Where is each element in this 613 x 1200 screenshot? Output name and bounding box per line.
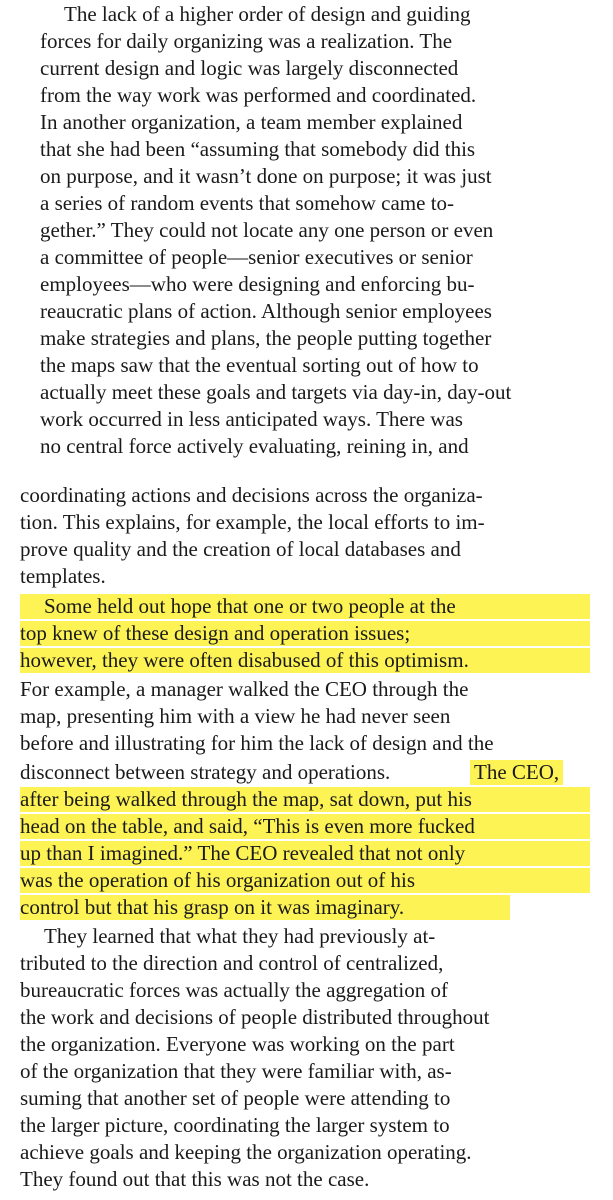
highlighted-phrase: The CEO, — [470, 760, 563, 785]
text-line: prove quality and the creation of local databases and — [20, 537, 461, 561]
highlighted-line: top knew of these design and operation issues; — [20, 621, 590, 646]
text-line: They found out that this was not the case. — [20, 1167, 370, 1191]
text-line: forces for daily organizing was a realization. The — [40, 29, 453, 53]
text-line: the maps saw that the eventual sorting out of how to — [40, 353, 479, 377]
text-line: For example, a manager walked the CEO through the — [20, 677, 469, 701]
highlighted-line: however, they were often disabused of this optimism. — [20, 648, 590, 673]
text-line: work occurred in less anticipated ways. There was — [40, 407, 463, 431]
text-line: the larger picture, coordinating the larger system to — [20, 1113, 450, 1137]
highlighted-line: head on the table, and said, “This is even more fucked — [20, 814, 590, 839]
text-line: They learned that what they had previously at- — [44, 924, 436, 948]
text-line: make strategies and plans, the people putting together — [40, 326, 492, 350]
text-line: current design and logic was largely disconnected — [40, 56, 459, 80]
text-line: on purpose, and it wasn’t done on purpose; it was just — [40, 164, 492, 188]
text-line: that she had been “assuming that somebody did this — [40, 137, 476, 161]
text-line: a committee of people—senior executives or senior — [40, 245, 473, 269]
text-line: templates. — [20, 564, 106, 588]
text-line: tributed to the direction and control of centralized, — [20, 951, 444, 975]
text-line: achieve goals and keeping the organization operating. — [20, 1140, 472, 1164]
text-line: the organization. Everyone was working on the part — [20, 1032, 455, 1056]
text-line: suming that another set of people were attending to — [20, 1086, 451, 1110]
text-line: before and illustrating for him the lack of design and the — [20, 731, 494, 755]
text-line: reaucratic plans of action. Although senior employees — [40, 299, 492, 323]
text-line: coordinating actions and decisions across the organiza- — [20, 483, 483, 507]
text-line: employees—who were designing and enforcing bu- — [40, 272, 475, 296]
text-line: actually meet these goals and targets via day-in, day-out — [40, 380, 512, 404]
text-line: In another organization, a team member explained — [40, 110, 463, 134]
text-line: map, presenting him with a view he had never seen — [20, 704, 451, 728]
highlighted-line: after being walked through the map, sat down, put his — [20, 787, 590, 812]
text-line: no central force actively evaluating, reining in, and — [40, 434, 469, 458]
text-line: a series of random events that somehow came to- — [40, 191, 455, 215]
text-line: disconnect between strategy and operations. — [20, 760, 391, 784]
highlighted-line: was the operation of his organization out of his — [20, 868, 590, 893]
text-line: The lack of a higher order of design and guiding — [64, 2, 471, 26]
text-line: from the way work was performed and coordinated. — [40, 83, 477, 107]
text-line: gether.” They could not locate any one person or even — [40, 218, 494, 242]
text-line: tion. This explains, for example, the local efforts to im- — [20, 510, 485, 534]
text-line: the work and decisions of people distributed throughout — [20, 1005, 490, 1029]
highlighted-line: Some held out hope that one or two people at the — [20, 594, 590, 619]
text-line: of the organization that they were familiar with, as- — [20, 1059, 452, 1083]
text-line: bureaucratic forces was actually the aggregation of — [20, 978, 448, 1002]
highlighted-line: up than I imagined.” The CEO revealed that not only — [20, 841, 590, 866]
highlighted-line: control but that his grasp on it was imaginary. — [20, 895, 510, 920]
